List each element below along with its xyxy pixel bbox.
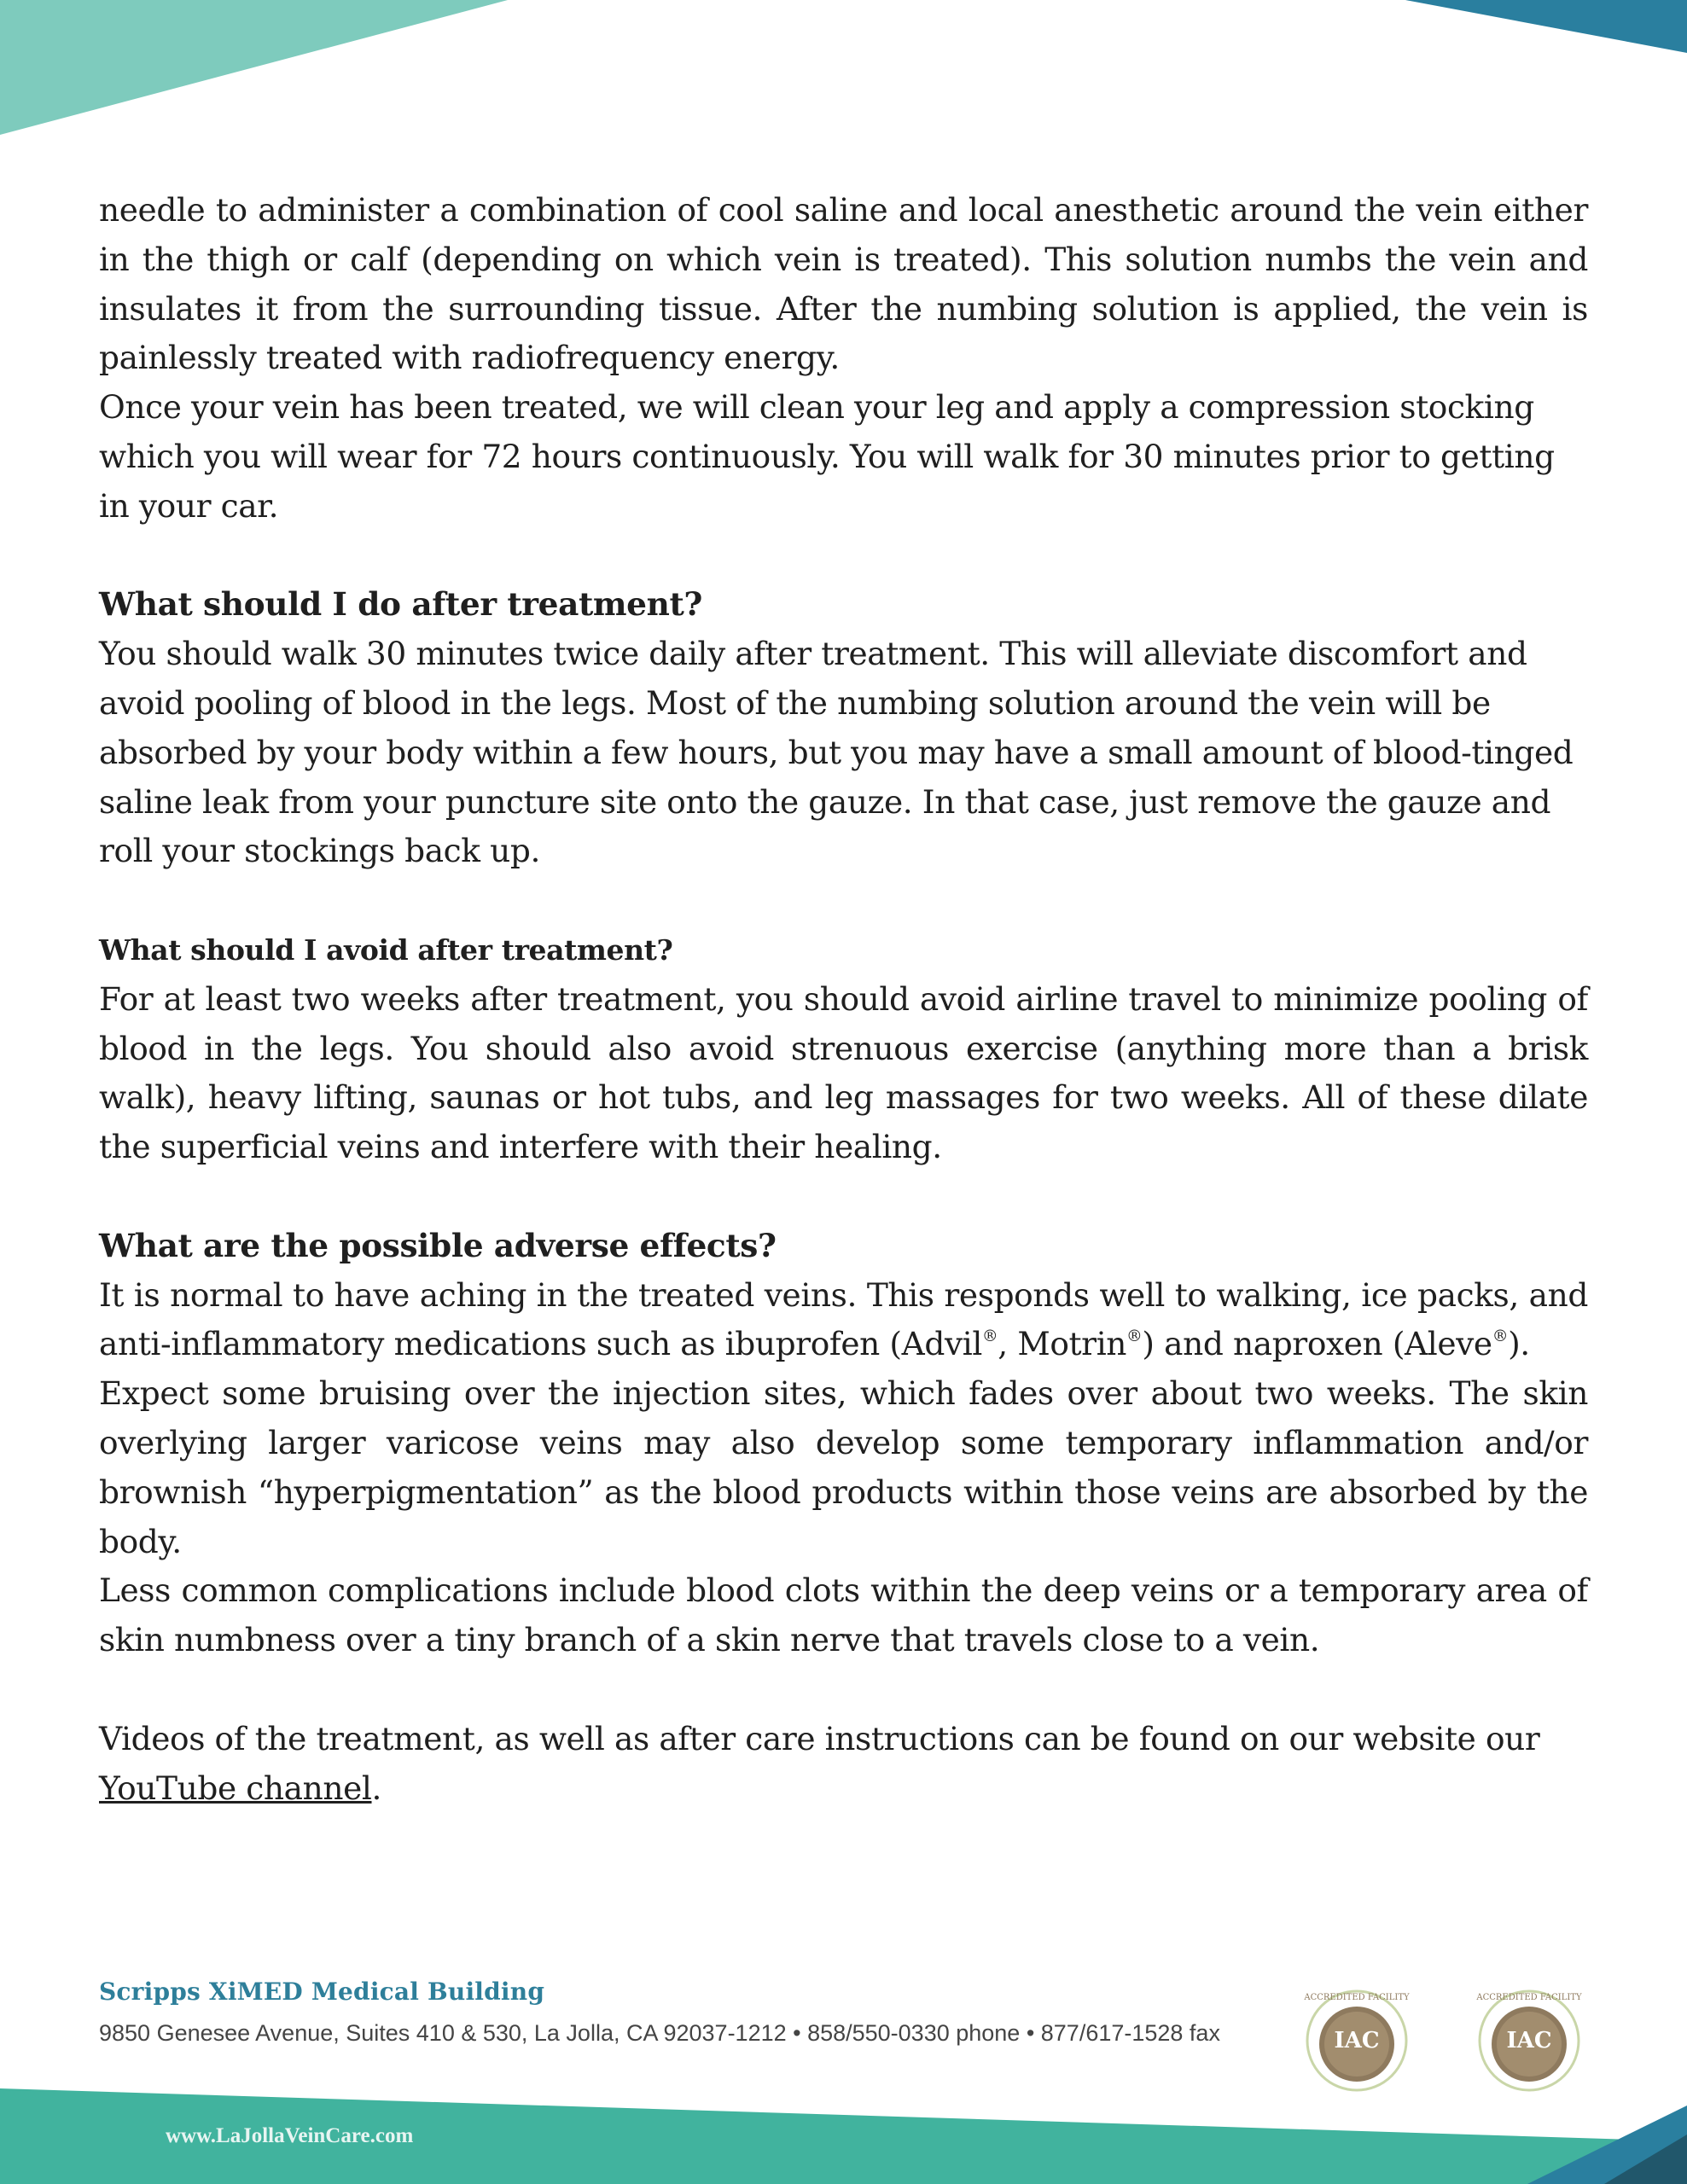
document-body xyxy=(99,186,1588,1813)
svg-text:ACCREDITED FACILITY: ACCREDITED FACILITY xyxy=(1476,1993,1582,2002)
heading-adverse-effects: What are the possible adverse effects? xyxy=(99,1226,777,1264)
svg-text:IAC: IAC xyxy=(1506,2028,1552,2053)
paragraph-after-treatment: You should walk 30 minutes twice daily after treatment. This will alleviate discomfort and avoid pooling of blood in the legs. Most of the numbing solution around the vein will be absorbed by your body within a few hours, but you may have a small amount of blood-tinged saline leak from your puncture site onto the gauze. In that case, just remove the gauze and roll your stockings back up. xyxy=(99,635,1574,870)
paragraph-avoid: For at least two weeks after treatment, you should avoid airline travel to minimize pooling of blood in the legs. You should also avoid strenuous exercise (anything more than a brisk walk), heavy lifting, saunas or hot tubs, and leg massages for two weeks. All of these dilate the superficial veins and interfere with their healing. xyxy=(99,979,1588,1166)
paragraph-adverse-complications: Less common complications include blood clots within the deep veins or a temporary area of skin numbness over a tiny branch of a skin nerve that travels close to a vein. xyxy=(99,1571,1588,1659)
heading-after-treatment: What should I do after treatment? xyxy=(99,585,702,624)
heading-avoid-after-treatment: What should I avoid after treatment? xyxy=(99,932,673,967)
footer-website[interactable]: www.LaJollaVeinCare.com xyxy=(166,2124,414,2147)
svg-text:IAC: IAC xyxy=(1334,2028,1380,2053)
paragraph-adverse-bruising: Expect some bruising over the injection sites, which fades over about two weeks. The skin overlying larger varicose veins may also develop some temporary inflammation and/or brownish “hyperpigmentation” as the blood products within those veins are absorbed by the body. xyxy=(99,1374,1588,1560)
footer-address: 9850 Genesee Avenue, Suites 410 & 530, La Jolla, CA 92037-1212 • 858/550-0330 phone • 877/617-1528 fax xyxy=(99,2020,1220,2046)
paragraph-compression: Once your vein has been treated, we will clean your leg and apply a compression stocking which you will wear for 72 hours continuously. You will walk for 30 minutes prior to getting in your car. xyxy=(99,388,1555,525)
iac-accreditation-badge-icon xyxy=(1297,1978,1416,2097)
paragraph-videos: Videos of the treatment, as well as after care instructions can be found on our website our YouTube channel. xyxy=(99,1719,1540,1807)
paragraph-procedure: needle to administer a combination of cool saline and local anesthetic around the vein either in the thigh or calf (depending on which vein is treated). This solution numbs the vein and insulates it from the surrounding tissue. After the numbing solution is applied, the vein is painlessly treated with radiofrequency energy. xyxy=(99,191,1588,377)
paragraph-adverse-aching: It is normal to have aching in the treated veins. This responds well to walking, ice packs, and anti-inflammatory medications such as ibuprofen (Advil®, Motrin®) and naproxen (Aleve®). xyxy=(99,1275,1588,1363)
footer-building-name: Scripps XiMED Medical Building xyxy=(99,1978,545,2006)
top-right-blue-shape xyxy=(1405,0,1687,60)
top-left-teal-shape xyxy=(0,0,512,136)
svg-text:ACCREDITED FACILITY: ACCREDITED FACILITY xyxy=(1304,1993,1410,2002)
youtube-channel-link[interactable]: YouTube channel xyxy=(99,1769,372,1807)
iac-accreditation-badge-icon-2 xyxy=(1469,1978,1589,2097)
